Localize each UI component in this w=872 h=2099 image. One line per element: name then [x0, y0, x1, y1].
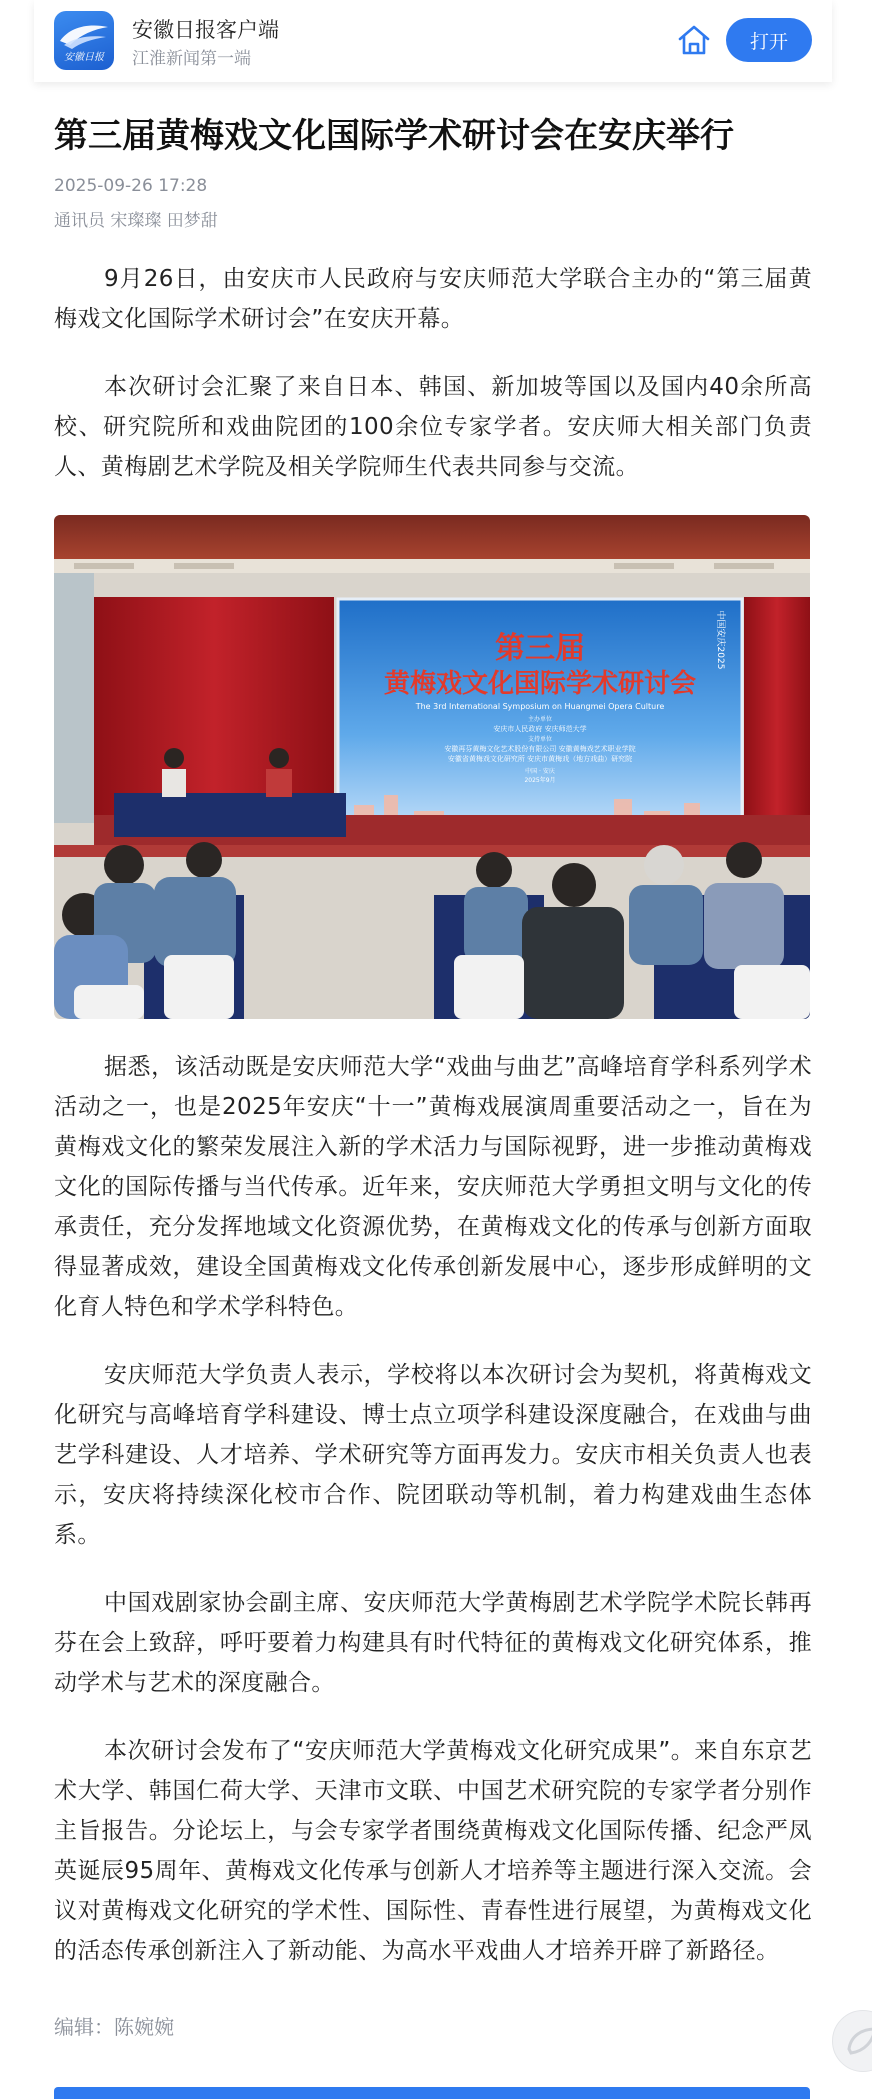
screen-english: The 3rd International Symposium on Huangmei Opera Culture: [415, 702, 665, 711]
editor-name: 陈婉婉: [114, 2015, 174, 2039]
editor-line: [54, 2011, 812, 2040]
editor-label: 编辑：: [54, 2015, 114, 2039]
open-app-button[interactable]: 打开: [726, 18, 812, 62]
screen-corner: 中国安庆2025: [715, 610, 725, 670]
publish-time: 2025-09-26 17:28: [54, 176, 208, 196]
app-name: 安徽日报客户端: [132, 18, 279, 42]
screen-organizer-7: 2025年9月: [524, 777, 556, 784]
screen-title: 第三届: [495, 631, 585, 666]
paragraph-1: 9月26日，由安庆市人民政府与安庆师范大学联合主办的“第三届黄梅戏文化国际学术研讨会”在安庆开幕。: [54, 266, 812, 332]
app-slogan: 江淮新闻第一端: [132, 49, 251, 69]
paragraph-6: 本次研讨会发布了“安庆师范大学黄梅戏文化研究成果”。来自东京艺术大学、韩国仁荷大学、天津市文联、中国艺术研究院的专家学者分别作主旨报告。分论坛上，与会专家学者围绕黄梅戏文化国际传播、纪念严凤英诞辰95周年、黄梅戏文化传承与创新人才培养等主题进行深入交流。会议对黄梅戏文化研究的学术性、国际性、青春性进行展望，为黄梅戏文化的活态传承创新注入了新动能、为高水平戏曲人才培养开辟了新路径。: [54, 1738, 812, 1964]
bottom-action-bar[interactable]: [54, 2087, 810, 2099]
paragraph-3: 据悉，该活动既是安庆师范大学“戏曲与曲艺”高峰培育学科系列学术活动之一，也是2025年安庆“十一”黄梅戏展演周重要活动之一，旨在为黄梅戏文化的繁荣发展注入新的学术活力与国际视野，进一步推动黄梅戏文化的国际传播与当代传承。近年来，安庆师范大学勇担文明与文化的传承责任，充分发挥地域文化资源优势，在黄梅戏文化的传承与创新方面取得显著成效，建设全国黄梅戏文化传承创新发展中心，逐步形成鲜明的文化育人特色和学术学科特色。: [54, 1054, 812, 1320]
screen-organizer-1: 主办单位: [527, 716, 553, 723]
logo-wave-icon: [54, 11, 114, 70]
screen-organizer-6: 中国 · 安庆: [525, 768, 555, 775]
paragraph-4: 安庆师范大学负责人表示，学校将以本次研讨会为契机，将黄梅戏文化研究与高峰培育学科建设、博士点立项学科建设深度融合，在戏曲与曲艺学科建设、人才培养、学术研究等方面再发力。安庆市相关负责人也表示，安庆将持续深化校市合作、院团联动等机制，着力构建戏曲生态体系。: [54, 1362, 812, 1548]
article: [54, 100, 812, 2040]
floating-action-button[interactable]: [832, 2010, 872, 2072]
leaf-icon: [833, 2011, 872, 2071]
screen-organizer-4: 安徽再芬黄梅文化艺术股份有限公司 安徽黄梅戏艺术职业学院: [444, 745, 636, 753]
conference-photo[interactable]: [54, 515, 810, 1019]
screen-organizer-5: 安徽省黄梅戏文化研究所 安庆市黄梅戏（地方戏曲）研究院: [447, 755, 633, 763]
screen-organizer-2: 安庆市人民政府 安庆师范大学: [493, 725, 587, 733]
article-title: 第三届黄梅戏文化国际学术研讨会在安庆举行: [54, 116, 734, 156]
screen-subtitle: 黄梅戏文化国际学术研讨会: [383, 669, 697, 699]
app-banner: [34, 0, 832, 82]
logo-text: 安徽日报: [64, 52, 104, 63]
author-line: 通讯员 宋璨璨 田梦甜: [54, 211, 218, 231]
screen-organizer-3: 支持单位: [527, 736, 553, 743]
home-icon[interactable]: [674, 20, 714, 60]
app-logo[interactable]: [54, 11, 114, 70]
paragraph-2: 本次研讨会汇聚了来自日本、韩国、新加坡等国以及国内40余所高校、研究院所和戏曲院团的100余位专家学者。安庆师大相关部门负责人、黄梅剧艺术学院及相关学院师生代表共同参与交流。: [54, 374, 812, 480]
paragraph-5: 中国戏剧家协会副主席、安庆师范大学黄梅剧艺术学院学术院长韩再芬在会上致辞，呼吁要着力构建具有时代特征的黄梅戏文化研究体系，推动学术与艺术的深度融合。: [54, 1590, 812, 1696]
